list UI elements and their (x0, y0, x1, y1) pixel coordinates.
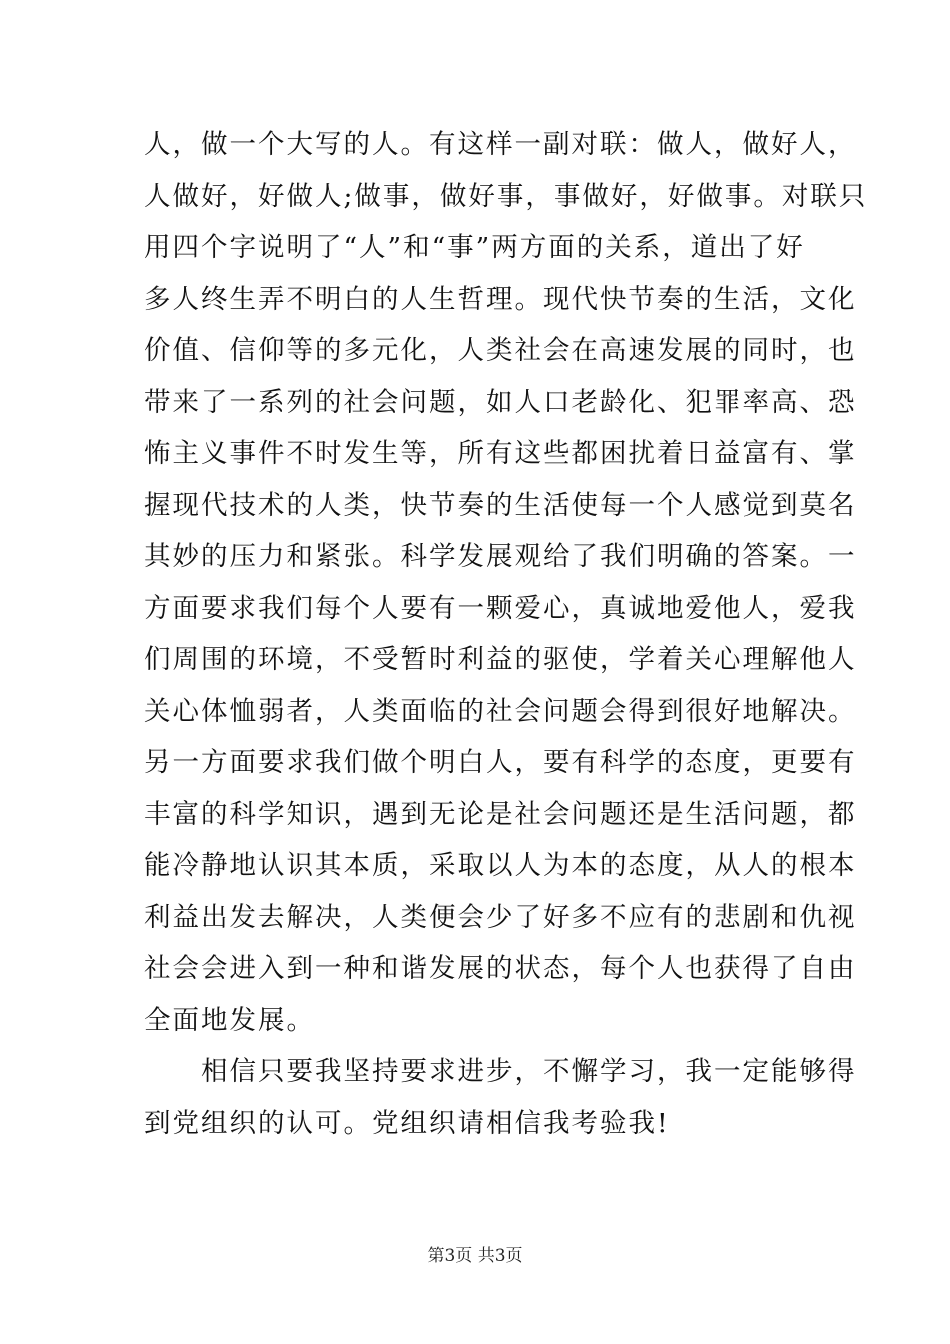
text-line: 多人终生弄不明白的人生哲理。现代快节奏的生活，文化 (144, 283, 857, 315)
text-line: 价值、信仰等的多元化，人类社会在高速发展的同时，也 (144, 335, 857, 366)
text-line: 怖主义事件不时发生等，所有这些都困扰着日益富有、掌 (144, 438, 857, 469)
text-line: 方面要求我们每个人要有一颗爱心，真诚地爱他人，爱我 (144, 592, 857, 624)
text-line: 能冷静地认识其本质，采取以人为本的态度，从人的根本 (144, 850, 857, 881)
text-line: 人做好，好做人;做事，做好事，事做好，好做事。对联只 (144, 180, 868, 212)
text-line: 社会会进入到一种和谐发展的状态，每个人也获得了自由 (144, 953, 857, 984)
text-line: 握现代技术的人类，快节奏的生活使每一个人感觉到莫名 (144, 489, 857, 521)
text-line: 另一方面要求我们做个明白人，要有科学的态度，更要有 (144, 747, 857, 778)
text-line: 利益出发去解决，人类便会少了好多不应有的悲剧和仇视 (144, 901, 857, 933)
text-line: 全面地发展。 (144, 1004, 315, 1036)
text-line: 相信只要我坚持要求进步，不懈学习，我一定能够得 (144, 1056, 857, 1087)
text-line: 关心体恤弱者，人类面临的社会问题会得到很好地解决。 (144, 695, 857, 727)
document-body (144, 119, 868, 1149)
text-line: 用四个字说明了“人”和“事”两方面的关系，道出了好 (144, 232, 805, 263)
page-number-footer: 第3页 共3页 (427, 1246, 523, 1266)
text-line: 人，做一个大写的人。有这样一副对联：做人，做好人， (144, 129, 857, 160)
text-line: 带来了一系列的社会问题，如人口老龄化、犯罪率高、恐 (144, 386, 857, 418)
text-line: 其妙的压力和紧张。科学发展观给了我们明确的答案。一 (144, 541, 857, 572)
text-line: 到党组织的认可。党组织请相信我考验我! (144, 1107, 670, 1139)
text-line: 们周围的环境，不受暂时利益的驱使，学着关心理解他人 (144, 644, 857, 675)
text-line: 丰富的科学知识，遇到无论是社会问题还是生活问题，都 (144, 798, 857, 830)
